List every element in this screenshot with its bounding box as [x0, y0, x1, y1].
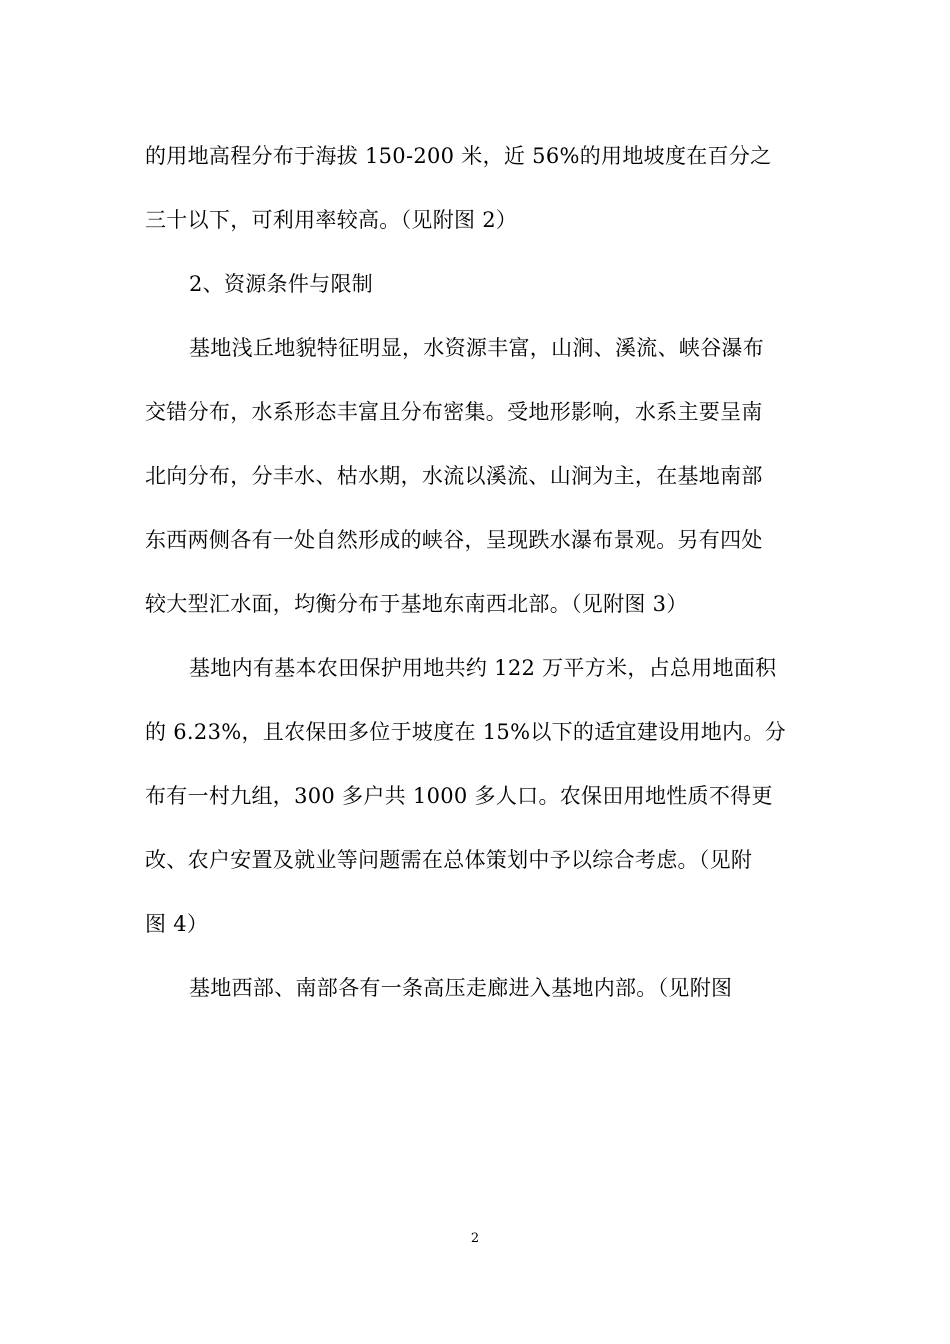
- text-line: 交错分布，水系形态丰富且分布密集。受地形影响，水系主要呈南: [145, 400, 763, 424]
- text-line: 基地浅丘地貌特征明显，水资源丰富，山涧、溪流、峡谷瀑布: [189, 336, 765, 360]
- text-line: 图 4）: [145, 912, 209, 936]
- body-text: [145, 124, 807, 1020]
- text-line: 布有一村九组，300 多户共 1000 多人口。农保田用地性质不得更: [145, 784, 773, 808]
- text-line: 的 6.23%，且农保田多位于坡度在 15%以下的适宜建设用地内。分: [145, 720, 786, 744]
- text-line: 的用地高程分布于海拔 150-200 米，近 56%的用地坡度在百分之: [145, 144, 772, 168]
- text-line: 基地内有基本农田保护用地共约 122 万平方米，占总用地面积: [189, 656, 777, 680]
- text-line: 三十以下，可利用率较高。（见附图 2）: [145, 208, 518, 232]
- text-line: 基地西部、南部各有一条高压走廊进入基地内部。（见附图: [189, 976, 733, 1000]
- text-line: 较大型汇水面，均衡分布于基地东南西北部。（见附图 3）: [145, 592, 688, 616]
- section-heading: 2、资源条件与限制: [189, 272, 374, 296]
- text-line: 东西两侧各有一处自然形成的峡谷，呈现跌水瀑布景观。另有四处: [145, 528, 763, 552]
- text-line: 北向分布，分丰水、枯水期，水流以溪流、山涧为主，在基地南部: [145, 464, 763, 488]
- page-number: 2: [470, 1231, 480, 1246]
- text-line: 改、农户安置及就业等问题需在总体策划中予以综合考虑。（见附: [145, 848, 753, 872]
